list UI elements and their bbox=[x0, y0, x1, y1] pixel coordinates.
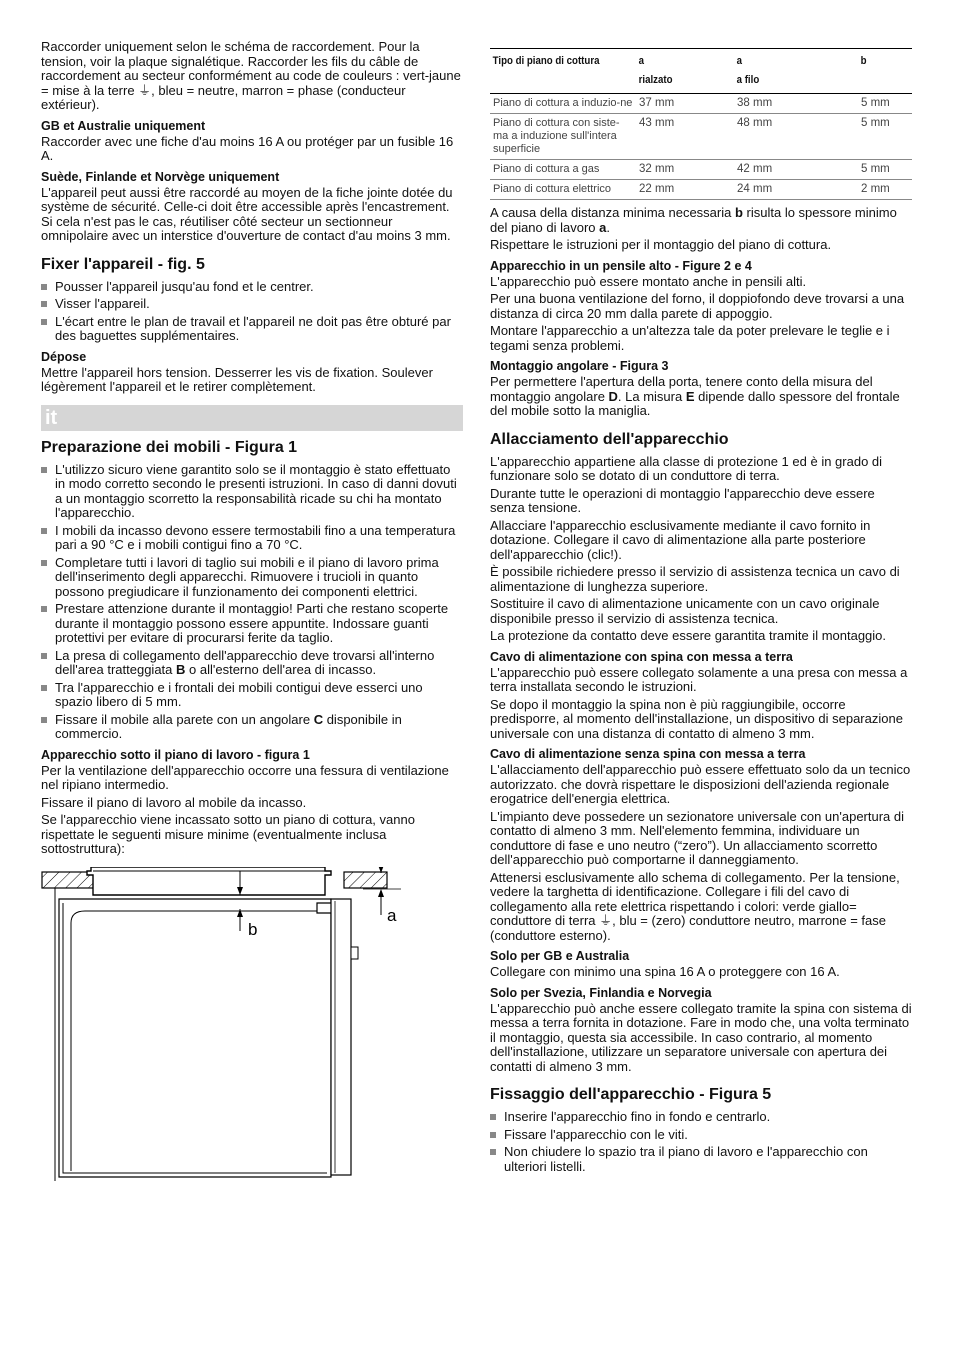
measurements-table bbox=[490, 48, 912, 200]
allac-paragraph-2: Durante tutte le operazioni di montaggio l'apparecchio deve essere senza tensione. bbox=[490, 485, 875, 515]
worktop-right bbox=[344, 872, 387, 888]
list-item: L'utilizzo sicuro viene garantito solo se il montaggio è stato effettuato in modo corretto secondo le presenti istruzioni. In caso di danni dovuti a un montaggio scorretto la responsabilità ricade su chi ha montato l'apparecchio. bbox=[41, 463, 463, 521]
bullet-icon bbox=[490, 1114, 496, 1120]
table-row: Piano di cottura con siste-ma a induzione sull'intera superficie 43 mm 48 mm 5 mm bbox=[490, 114, 912, 160]
prep-title: Preparazione dei mobili - Figura 1 bbox=[41, 438, 298, 456]
under-heading: Apparecchio sotto il piano di lavoro - figura 1 bbox=[41, 747, 310, 762]
list-item: Fissare l'apparecchio con le viti. bbox=[490, 1128, 912, 1143]
language-bar bbox=[41, 405, 463, 431]
list-item: Completare tutti i lavori di taglio sui mobili e il piano di lavoro prima dell'inserimento degli apparecchi. Rimuovere i trucioli in quanto possono pregiudicare il funzionamento dei componenti elettrici. bbox=[41, 556, 463, 600]
list-item: La presa di collegamento dell'apparecchio deve trovarsi all'interno dell'area tratteggiata B o all'esterno dell'area di incasso. bbox=[41, 649, 463, 678]
bullet-icon bbox=[490, 1149, 496, 1155]
depose-heading: Dépose bbox=[41, 349, 87, 364]
svezia-heading: Solo per Svezia, Finlandia e Norvegia bbox=[490, 985, 712, 1000]
oven-door bbox=[331, 899, 351, 1175]
bullet-icon bbox=[41, 467, 47, 473]
bullet-icon bbox=[41, 284, 47, 290]
list-item: Fissare il mobile alla parete con un angolare C disponibile in commercio. bbox=[41, 713, 463, 742]
allac-paragraph-5: Sostituire il cavo di alimentazione unicamente con un cavo originale disponibile presso il servizio di assistenza tecnica. bbox=[490, 596, 880, 626]
allac-paragraph-4: È possibile richiedere presso il servizio di assistenza tecnica un cavo di alimentazione di lunghezza superiore. bbox=[490, 564, 900, 594]
left-column bbox=[41, 40, 463, 1187]
fissaggio-list bbox=[490, 1110, 912, 1174]
gb-australia-paragraph: Collegare con minimo una spina 16 A o proteggere con 16 A. bbox=[490, 964, 840, 979]
table-header-a-raised: a rialzato bbox=[636, 49, 722, 94]
table-row: Piano di cottura elettrico 22 mm 24 mm 2 mm bbox=[490, 180, 912, 200]
bullet-icon bbox=[41, 717, 47, 723]
angolare-heading: Montaggio angolare - Figura 3 bbox=[490, 359, 669, 373]
table-header-a-flush: a a filo bbox=[734, 49, 843, 94]
senza-paragraph-2: L'impianto deve possedere un sezionatore universale con un'apertura di contatto di almeno 3 mm. Nell'elemento femmina, individuare un conduttore di fase e uno neutro (“zero”). Un allacciamento scorretto dell'apparecchio può comportarne il danneggiamento. bbox=[490, 808, 905, 867]
spina-paragraph-1: L'apparecchio può essere collegato solamente a una presa con messa a terra installata secondo le istruzioni. bbox=[490, 664, 908, 694]
senza-spina-heading: Cavo di alimentazione senza spina con messa a terra bbox=[490, 747, 806, 761]
bullet-icon bbox=[41, 685, 47, 691]
bullet-icon bbox=[41, 528, 47, 534]
sweden-paragraph: L'appareil peut aussi être raccordé au moyen de la fiche jointe dotée du système de sécurité. Celle-ci doit être accessible après l'encastrement. Si cela n'est pas le cas, réutiliser côté secteur un sectionneur omnipolaire avec un interstice d'ouverture de contact d'au moins 3 mm. bbox=[41, 184, 453, 243]
bullet-icon bbox=[41, 653, 47, 659]
language-code: it bbox=[45, 406, 58, 429]
oven-body bbox=[59, 899, 331, 1177]
svezia-paragraph: L'apparecchio può anche essere collegato tramite la spina con sistema di messa a terra fornita in dotazione. Fare in modo che, una volta terminato il montaggio, questa sia accessibile. In caso contrario, al momento dell'installazione, utilizzare un separatore universale con apertura dei contatti di almeno 3 mm. bbox=[490, 1000, 912, 1074]
gb-heading: GB et Australie uniquement bbox=[41, 118, 206, 133]
under-paragraph-3: Se l'apparecchio viene incassato sotto un piano di cottura, vanno rispettate le seguenti misure minime (eventualmente inclusa sottostruttura): bbox=[41, 812, 415, 856]
angolare-paragraph: Per permettere l'apertura della porta, tenere conto della misura del montaggio angolare D. La misura E dipende dallo spessore del frontale del mobile sotto la maniglia. bbox=[490, 374, 900, 418]
allac-paragraph-3: Allacciare l'apparecchio esclusivamente mediante il cavo fornito in dotazione. Collegare il cavo di alimentazione alla parte posteriore dell'apparecchio (clic!). bbox=[490, 517, 871, 562]
list-item: Tra l'apparecchio e i frontali dei mobili contigui deve esserci uno spazio libero di 5 mm. bbox=[41, 681, 463, 710]
under-paragraph-2: Fissare il piano di lavoro al mobile da incasso. bbox=[41, 794, 307, 810]
pensile-paragraph-3: Montare l'apparecchio a un'altezza tale da poter prelevare le teglie e i tegami senza problemi. bbox=[490, 323, 890, 353]
depose-paragraph: Mettre l'appareil hors tension. Desserrer les vis de fixation. Soulever légèrement l'appareil et le retirer complètement. bbox=[41, 364, 433, 394]
table-row: Piano di cottura a induzio-ne 37 mm 38 mm 5 mm bbox=[490, 94, 912, 114]
under-paragraph-1: Per la ventilazione dell'apparecchio occorre una fessura di ventilazione nel ripiano intermedio. bbox=[41, 762, 449, 792]
fix-title: Fixer l'appareil - fig. 5 bbox=[41, 255, 205, 273]
installation-diagram bbox=[41, 867, 463, 1187]
bullet-icon bbox=[41, 301, 47, 307]
list-item: Inserire l'apparecchio fino in fondo e centrarlo. bbox=[490, 1110, 912, 1125]
list-item: I mobili da incasso devono essere termostabili fino a una temperatura pari a 90 °C e i mobili contigui fino a 70 °C. bbox=[41, 524, 463, 553]
spina-heading: Cavo di alimentazione con spina con messa a terra bbox=[490, 649, 793, 664]
table-header-type: Tipo di piano di cottura bbox=[490, 49, 618, 94]
bullet-icon bbox=[41, 560, 47, 566]
senza-paragraph-1: L'allacciamento dell'apparecchio può essere effettuato solo da un tecnico autorizzato. che dovrà rispettare le disposizioni dell'azienda regionale erogatrice dell'energia elettrica. bbox=[490, 762, 911, 806]
bullet-icon bbox=[41, 606, 47, 612]
list-item: Non chiudere lo spazio tra il piano di lavoro e l'apparecchio con ulteriori listelli. bbox=[490, 1145, 912, 1174]
oven-handle bbox=[351, 947, 358, 959]
distance-paragraph: A causa della distanza minima necessaria b risulta lo spessore minimo del piano di lavoro a. bbox=[490, 205, 897, 235]
intro-paragraph: Raccorder uniquement selon le schéma de raccordement. Pour la tension, voir la plaque signalétique. Raccorder les fils du câble de raccordement au secteur conformément au code de couleurs : vert-jaune = mise à la terre ⏚, bleu = neutre, marron = phase (conducteur extérieur). bbox=[41, 39, 461, 112]
installation-figure bbox=[41, 867, 463, 1187]
bullet-icon bbox=[41, 319, 47, 325]
fix-list bbox=[41, 280, 463, 344]
fissaggio-title: Fissaggio dell'apparecchio - Figura 5 bbox=[490, 1086, 772, 1103]
pensile-paragraph-2: Per una buona ventilazione del forno, il doppiofondo deve trovarsi a una distanza di circa 20 mm dalla parete di appoggio. bbox=[490, 291, 905, 321]
list-item: Pousser l'appareil jusqu'au fond et le centrer. bbox=[41, 280, 463, 295]
list-item: Prestare attenzione durante il montaggio! Parti che restano scoperte durante il montaggio possono essere appuntite. Indossare guanti protettivi per evitare di procurarsi ferite da taglio. bbox=[41, 602, 463, 646]
list-item: Visser l'appareil. bbox=[41, 297, 463, 312]
prep-list bbox=[41, 463, 463, 742]
list-item: L'écart entre le plan de travail et l'appareil ne doit pas être obturé par des baguettes supplémentaires. bbox=[41, 315, 463, 344]
pensile-heading: Apparecchio in un pensile alto - Figure 2 e 4 bbox=[490, 258, 752, 273]
label-b: b bbox=[248, 919, 258, 939]
sweden-heading: Suède, Finlande et Norvège uniquement bbox=[41, 169, 280, 184]
allac-paragraph-6: La protezione da contatto deve essere garantita tramite il montaggio. bbox=[490, 628, 887, 643]
bullet-icon bbox=[490, 1132, 496, 1138]
gb-paragraph: Raccorder avec une fiche d'au moins 16 A ou protéger par un fusible 16 A. bbox=[41, 133, 454, 163]
allacciamento-title: Allacciamento dell'apparecchio bbox=[490, 430, 729, 448]
table-header-b: b bbox=[858, 49, 906, 94]
pensile-paragraph-1: L'apparecchio può essere montato anche in pensili alti. bbox=[490, 273, 807, 289]
senza-paragraph-3: Attenersi esclusivamente allo schema di collegamento. Per la tensione, vedere la targhetta di identificazione. Collegare i fili del cavo di collegamento alla rete elettrica rispettando i colori: verde giallo= conduttore di terra ⏚, blu = (zero) conduttore neutro, marrone = fase (conduttore esterno). bbox=[490, 869, 900, 943]
table-row: Piano di cottura a gas 32 mm 42 mm 5 mm bbox=[490, 160, 912, 180]
right-column bbox=[490, 40, 912, 1178]
gb-australia-heading: Solo per GB e Australia bbox=[490, 949, 630, 963]
label-a: a bbox=[387, 905, 397, 925]
rispettare-paragraph: Rispettare le istruzioni per il montaggio del piano di cottura. bbox=[490, 237, 832, 252]
allac-paragraph-1: L'apparecchio appartiene alla classe di protezione 1 ed è in grado di funzionare solo se dotato di un conduttore di terra. bbox=[490, 453, 883, 483]
spina-paragraph-2: Se dopo il montaggio la spina non è più raggiungibile, occorre predisporre, al momento dell'installazione, un dispositivo di separazione universale con una distanza di contatto di almeno 3 mm. bbox=[490, 696, 903, 741]
